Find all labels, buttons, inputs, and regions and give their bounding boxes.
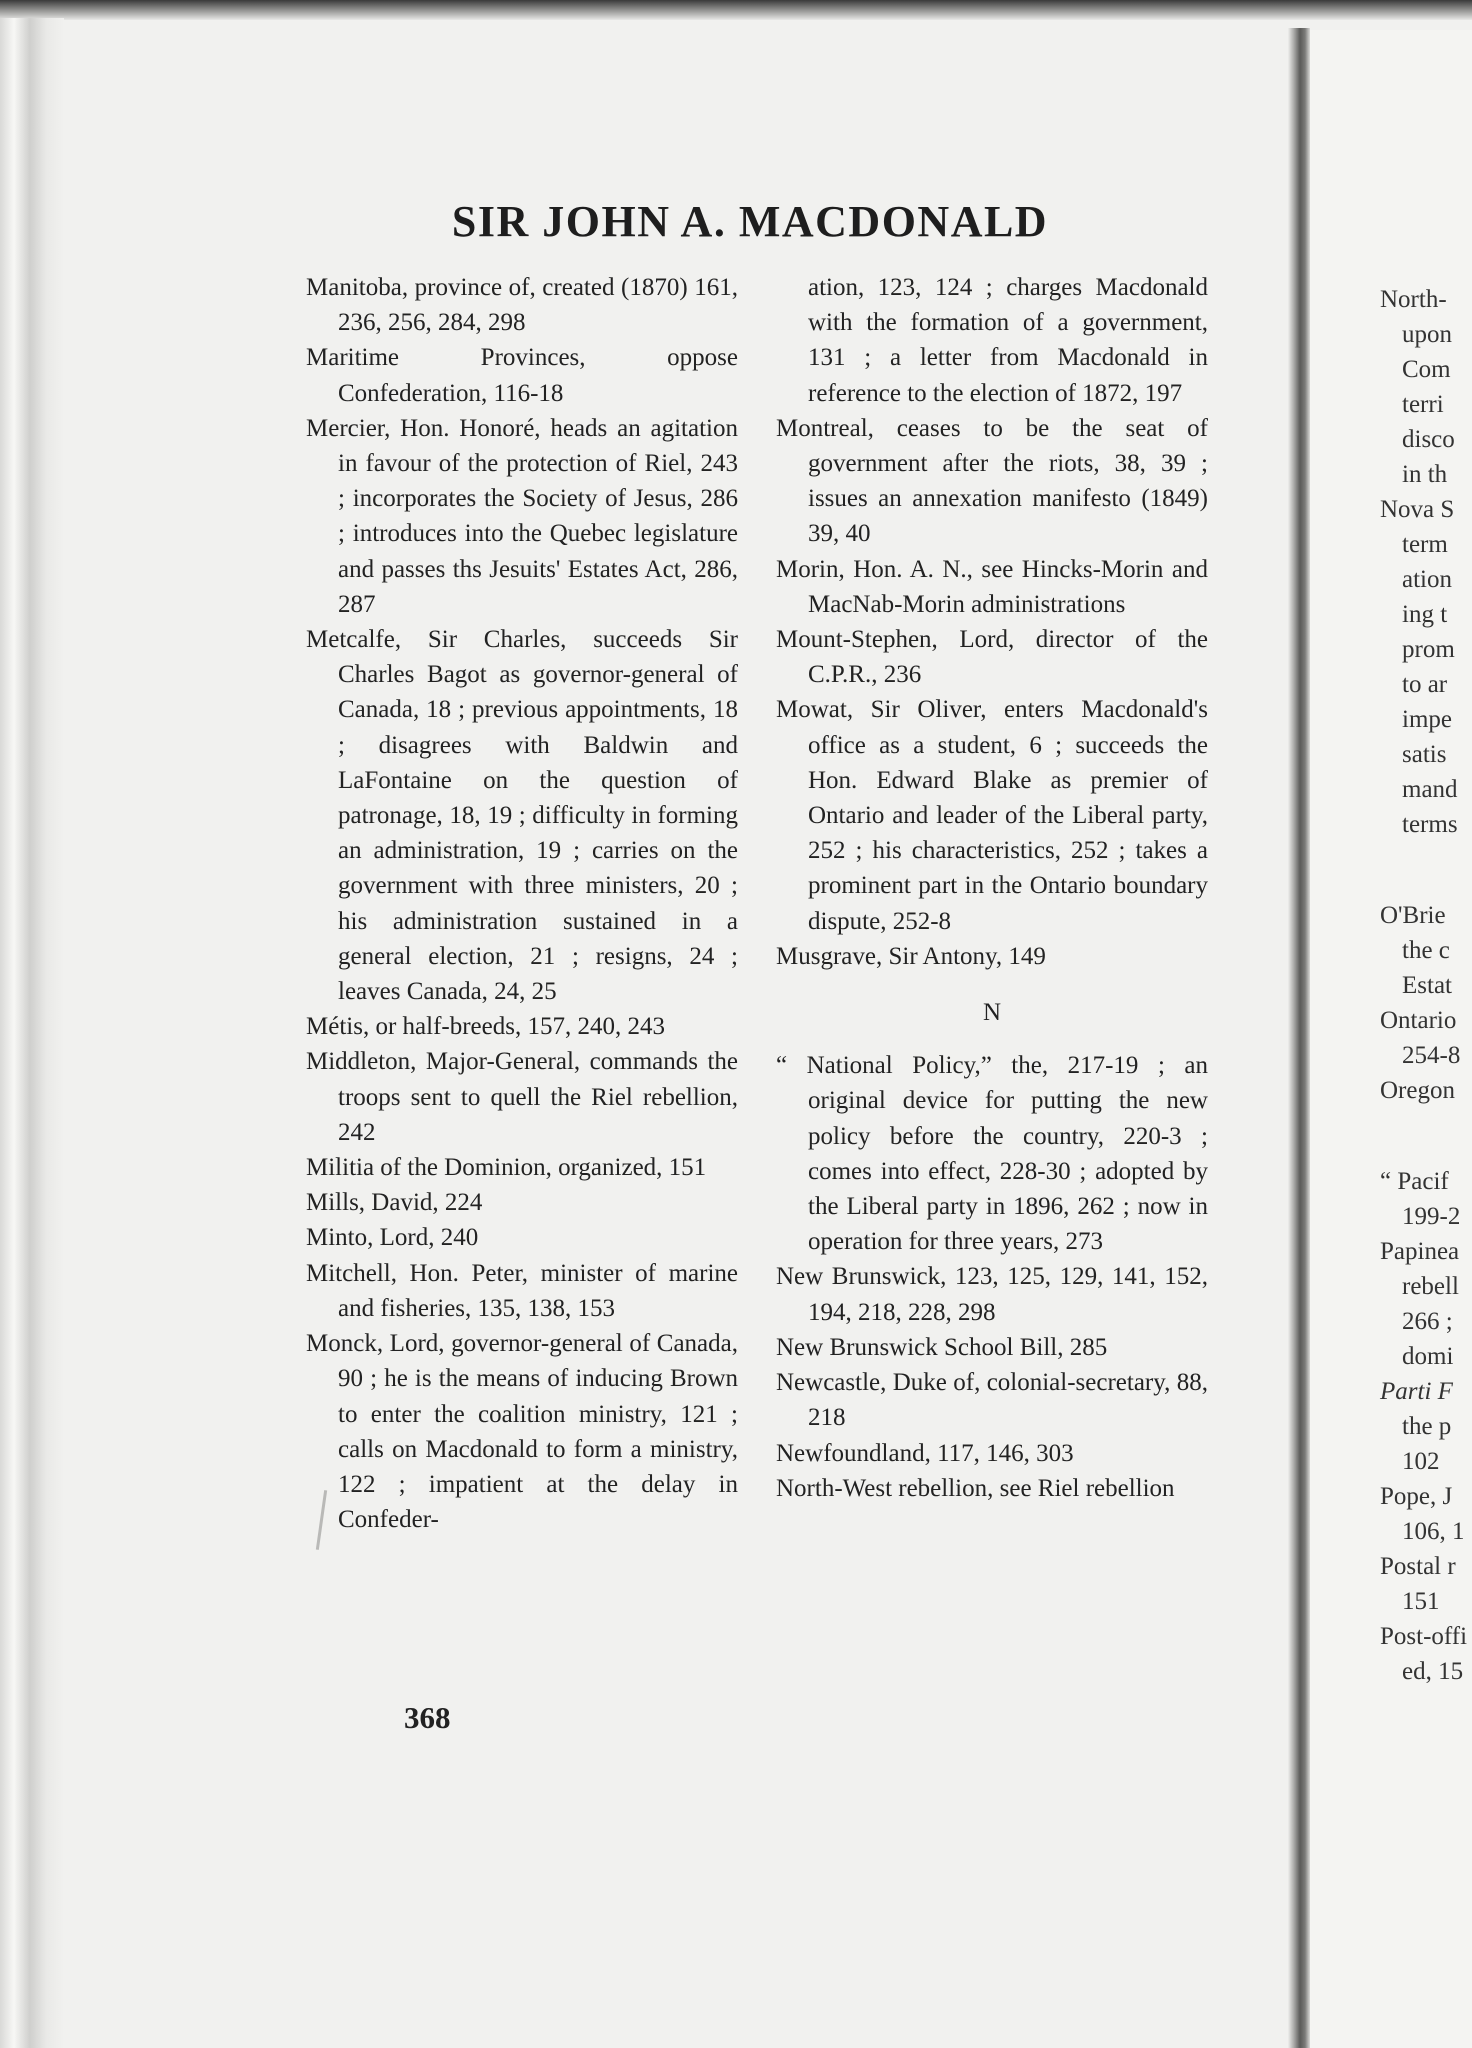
fragment: 254-8 <box>1402 1042 1461 1069</box>
index-entry: Monck, Lord, governor-general of Canada, 90 ; he is the means of inducing Brown to enter the coalition ministry, 121 ; calls on Macdonald to form a ministry, 122 ; impatient at the delay in Confeder- <box>306 1330 738 1534</box>
index-entry: Newcastle, Duke of, colonial-secretary, 88, 218 <box>776 1369 1208 1432</box>
fragment: prom <box>1402 636 1455 663</box>
fragment: 151 <box>1402 1588 1440 1615</box>
index-entry: Militia of the Dominion, organized, 151 <box>306 1154 707 1182</box>
facing-page-column <box>1380 30 1467 1689</box>
index-entry: Morin, Hon. A. N., see Hincks-Morin and MacNab-Morin administrations <box>776 555 1208 618</box>
fragment: Post-offi <box>1380 1623 1468 1650</box>
fragment: Com <box>1402 356 1451 383</box>
index-entry: Manitoba, province of, created (1870) 161, 236, 256, 284, 298 <box>306 274 738 337</box>
fragment: to ar <box>1402 671 1448 698</box>
fragment: satis <box>1402 741 1447 768</box>
fragment: terri <box>1402 391 1444 418</box>
index-column-left <box>306 270 738 1537</box>
fragment: 106, 1 <box>1402 1518 1465 1545</box>
index-entry: Musgrave, Sir Antony, 149 <box>776 942 1046 970</box>
index-entry: North-West rebellion, see Riel rebellion <box>776 1474 1175 1502</box>
index-entry: New Brunswick School Bill, 285 <box>776 1333 1108 1361</box>
index-entry: Metcalfe, Sir Charles, succeeds Sir Charles Bagot as governor-general of Canada, 18 ; previous appointments, 18 ; disagrees with Baldwin and LaFontaine on the question of patronage, 18, 19 ; difficulty in forming an administration, 19 ; carries on the government with three ministers, 20 ; his administration sustained in a general election, 21 ; resigns, 24 ; leaves Canada, 24, 25 <box>306 626 738 1006</box>
fragment: Nova S <box>1380 496 1455 523</box>
fragment: rebell <box>1402 1273 1459 1300</box>
fragment: 102 <box>1402 1448 1440 1475</box>
left-page-edge <box>0 18 64 2048</box>
fragment: Pope, J <box>1380 1483 1453 1510</box>
fragment: ing t <box>1402 601 1448 628</box>
index-entry-continued: ation, 123, 124 ; charges Macdonald with the formation of a government, 131 ; a letter from Macdonald in reference to the election of 1872, 197 <box>808 274 1208 407</box>
fragment: O'Brie <box>1380 902 1446 929</box>
fragment: impe <box>1402 706 1452 733</box>
fragment: Estat <box>1402 972 1452 999</box>
facing-page <box>1310 30 1472 2048</box>
page-number: 368 <box>404 1700 451 1735</box>
fragment: Papinea <box>1380 1238 1460 1265</box>
fragment: North- <box>1380 286 1447 313</box>
index-entry: Minto, Lord, 240 <box>306 1224 479 1252</box>
fragment: “ Pacif <box>1380 1168 1449 1195</box>
index-entry: Middleton, Major-General, commands the troops sent to quell the Riel rebellion, 242 <box>306 1048 738 1146</box>
fragment: 266 ; <box>1402 1308 1453 1335</box>
fragment: Postal r <box>1380 1553 1456 1580</box>
running-head: SIR JOHN A. MACDONALD <box>451 197 1049 246</box>
fragment: term <box>1402 531 1448 558</box>
fragment: Parti F <box>1380 1378 1453 1405</box>
index-entry: Montreal, ceases to be the seat of government after the riots, 38, 39 ; issues an annexation manifesto (1849) 39, 40 <box>776 414 1208 548</box>
index-entry: Mitchell, Hon. Peter, minister of marine and fisheries, 135, 138, 153 <box>306 1259 738 1322</box>
index-entry: “ National Policy,” the, 217-19 ; an original device for putting the new policy before the country, 220-3 ; comes into effect, 228-30 ; adopted by the Liberal party in 1896, 262 ; now in operation for three years, 273 <box>776 1052 1208 1256</box>
fragment: mand <box>1402 776 1458 803</box>
fragment: disco <box>1402 426 1455 453</box>
fragment: ed, 15 <box>1402 1658 1464 1685</box>
index-column-middle <box>776 270 1208 1506</box>
index-entry: Newfoundland, 117, 146, 303 <box>776 1439 1074 1467</box>
fragment: in th <box>1402 461 1448 488</box>
fragment: Oregon <box>1380 1077 1455 1104</box>
fragment: upon <box>1402 321 1452 348</box>
fragment: Ontario <box>1380 1007 1457 1034</box>
fragment: the p <box>1402 1413 1452 1440</box>
index-entry: Maritime Provinces, oppose Confederation, 116-18 <box>306 344 738 407</box>
index-entry: Mills, David, 224 <box>306 1189 483 1217</box>
index-entry: Métis, or half-breeds, 157, 240, 243 <box>306 1013 665 1041</box>
fragment: domi <box>1402 1343 1454 1370</box>
fragment: ation <box>1402 566 1452 593</box>
fragment: terms <box>1402 811 1458 838</box>
fragment: 199-2 <box>1402 1203 1461 1230</box>
section-letter: N <box>982 999 1002 1027</box>
index-entry: New Brunswick, 123, 125, 129, 141, 152, 194, 218, 228, 298 <box>776 1263 1208 1326</box>
book-gutter <box>1288 28 1310 2048</box>
index-entry: Mount-Stephen, Lord, director of the C.P.R., 236 <box>776 626 1208 689</box>
top-edge-shadow <box>0 0 1472 20</box>
fragment: the c <box>1402 937 1450 964</box>
index-entry: Mercier, Hon. Honoré, heads an agitation in favour of the protection of Riel, 243 ; incorporates the Society of Jesus, 286 ; introduces into the Quebec legislature and passes ths Jesuits' Estates Act, 286, 287 <box>306 414 738 618</box>
index-entry: Mowat, Sir Oliver, enters Macdonald's office as a student, 6 ; succeeds the Hon. Edward Blake as premier of Ontario and leader of the Liberal party, 252 ; his characteristics, 252 ; takes a prominent part in the Ontario boundary dispute, 252-8 <box>776 696 1208 935</box>
